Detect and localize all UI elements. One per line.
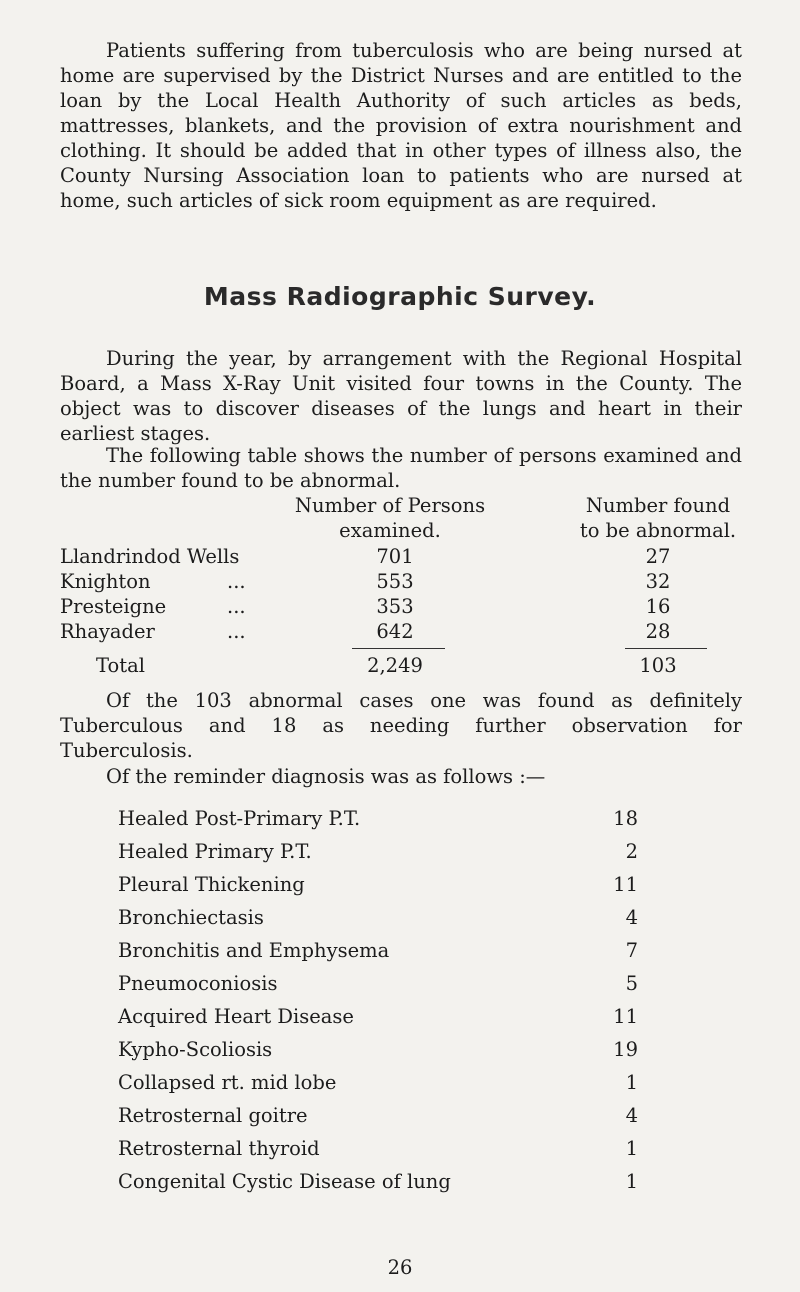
diagnosis-count: 2 [625, 840, 638, 863]
paragraph-text: The following table shows the number of persons examined and the number found to be abnormal. [60, 444, 742, 492]
table-row [60, 545, 750, 569]
diagnosis-name: Bronchiectasis [118, 906, 264, 929]
abnormal-count: 28 [645, 620, 671, 643]
town-name: Llandrindod Wells [60, 545, 240, 568]
page-number: 26 [387, 1256, 413, 1279]
total-examined: 2,249 [367, 654, 423, 677]
paragraph-table-intro [60, 443, 742, 493]
leader-dots: ... [227, 620, 246, 643]
diagnosis-name: Pneumoconiosis [118, 972, 278, 995]
total-rule-examined [352, 648, 445, 649]
table-total-row [60, 654, 750, 678]
diagnosis-row [118, 937, 638, 965]
total-abnormal: 103 [639, 654, 677, 677]
column-header-line: examined. [339, 519, 441, 542]
section-heading: Mass Radiographic Survey. [203, 282, 597, 311]
diagnosis-name: Bronchitis and Emphysema [118, 939, 390, 962]
diagnosis-name: Retrosternal goitre [118, 1104, 308, 1127]
diagnosis-count: 4 [625, 1104, 638, 1127]
paragraph-text: Patients suffering from tuberculosis who are being nursed at home are supervised by the District Nurses and are entitled to the loan by the Local Health Authority of such articles as beds, mattresses, blankets, and the provision of extra nourishment and clothing. It should be added that in other types of illness also, the County Nursing Association loan to patients who are nursed at home, such articles of sick room equipment as are required. [60, 39, 742, 212]
diagnosis-row [118, 1168, 638, 1196]
column-header-line: Number found [585, 494, 731, 517]
diagnosis-name: Congenital Cystic Disease of lung [118, 1170, 451, 1193]
diagnosis-count: 18 [613, 807, 638, 830]
leader-dots: ... [227, 595, 246, 618]
abnormal-count: 16 [645, 595, 671, 618]
paragraph-remainder [60, 764, 742, 789]
diagnosis-count: 1 [625, 1137, 638, 1160]
column-header-line: to be abnormal. [579, 519, 737, 542]
paragraph-abnormal-cases [60, 688, 742, 763]
diagnosis-row [118, 871, 638, 899]
town-name: Rhayader [60, 620, 155, 643]
examined-count: 701 [376, 545, 414, 568]
diagnosis-name: Pleural Thickening [118, 873, 305, 896]
abnormal-count: 32 [645, 570, 671, 593]
diagnosis-count: 5 [625, 972, 638, 995]
town-name: Presteigne [60, 595, 167, 618]
diagnosis-name: Acquired Heart Disease [118, 1005, 354, 1028]
diagnosis-count: 7 [625, 939, 638, 962]
diagnosis-name: Kypho-Scoliosis [118, 1038, 273, 1061]
diagnosis-name: Retrosternal thyroid [118, 1137, 320, 1160]
examined-count: 642 [376, 620, 414, 643]
column-header-line: Number of Persons [294, 494, 486, 517]
table-row [60, 620, 750, 644]
diagnosis-row [118, 970, 638, 998]
diagnosis-row [118, 1102, 638, 1130]
town-name: Knighton [60, 570, 151, 593]
table-row [60, 595, 750, 619]
total-label: Total [96, 654, 145, 677]
total-rule-abnormal [625, 648, 707, 649]
diagnosis-name: Healed Post-Primary P.T. [118, 807, 361, 830]
diagnosis-row [118, 1003, 638, 1031]
paragraph-home-nursing [60, 38, 742, 213]
diagnosis-count: 11 [613, 1005, 638, 1028]
table-row [60, 570, 750, 594]
diagnosis-row [118, 838, 638, 866]
diagnosis-name: Collapsed rt. mid lobe [118, 1071, 337, 1094]
diagnosis-row [118, 1135, 638, 1163]
diagnosis-row [118, 904, 638, 932]
paragraph-survey [60, 346, 742, 446]
examined-count: 553 [376, 570, 414, 593]
diagnosis-name: Healed Primary P.T. [118, 840, 312, 863]
column-header-abnormal [558, 493, 758, 543]
diagnosis-row [118, 805, 638, 833]
paragraph-text: During the year, by arrangement with the Regional Hospital Board, a Mass X-Ray Unit visited four towns in the County. The object was to discover diseases of the lungs and heart in their earliest stages. [60, 347, 742, 445]
diagnosis-row [118, 1036, 638, 1064]
column-header-examined [290, 493, 490, 543]
leader-dots: ... [227, 570, 246, 593]
diagnosis-count: 1 [625, 1071, 638, 1094]
diagnosis-count: 19 [613, 1038, 638, 1061]
paragraph-text: Of the reminder diagnosis was as follows :— [106, 765, 546, 788]
diagnosis-count: 11 [613, 873, 638, 896]
diagnosis-count: 1 [625, 1170, 638, 1193]
abnormal-count: 27 [645, 545, 671, 568]
diagnosis-count: 4 [625, 906, 638, 929]
paragraph-text: Of the 103 abnormal cases one was found as definitely Tuberculous and 18 as needing further observation for Tuberculosis. [60, 689, 742, 762]
examined-count: 353 [376, 595, 414, 618]
diagnosis-row [118, 1069, 638, 1097]
